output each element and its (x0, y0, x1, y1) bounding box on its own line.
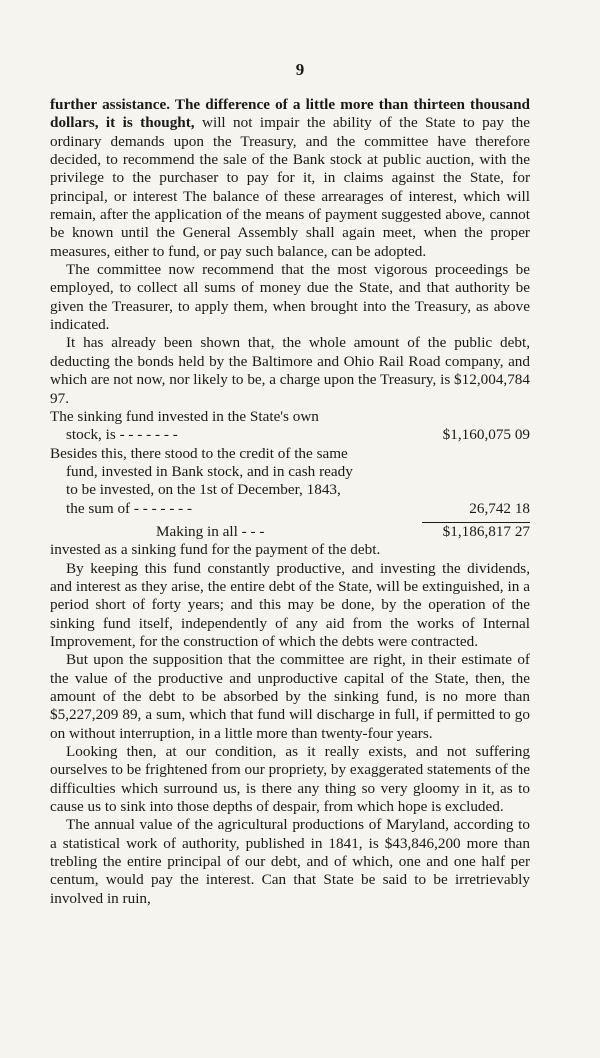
sinking-fund-ledger (50, 408, 530, 541)
paragraph-5: By keeping this fund constantly productive, and investing the dividends, and interest as they arise, the entire debt of the State, will be extinguished, in a period short of forty years; and this may be done, by the operation of the sinking fund itself, independently of any aid from the works of Internal Improvement, for the construction of which the debts were contracted. (50, 559, 530, 650)
ledger-row-1 (50, 426, 530, 444)
paragraph-7: Looking then, at our condition, as it really exists, and not suffering ourselves to be frightened from our propriety, by exaggerated statements of the difficulties which surround us, is there any thing so very gloomy in it, as to cause us to sink into those depths of despair, from which hope is excluded. (50, 743, 530, 816)
ledger-row-2 (50, 500, 530, 518)
paragraph-3: It has already been shown that, the whole amount of the public debt, deducting the bonds held by the Baltimore and Ohio Rail Road company, and which are not now, nor likely to be, a charge upon the Treasury, is $12,004,784 97. (50, 334, 530, 407)
page-number: 9 (295, 60, 305, 79)
ledger-line-2c: to be invested, on the 1st of December, 1843, (66, 481, 341, 499)
ledger-line-2b: fund, invested in Bank stock, and in cash ready (66, 462, 353, 480)
ledger-total-amount: $1,186,817 27 (442, 522, 530, 540)
ledger-line-1a: The sinking fund invested in the State's own (50, 407, 319, 425)
paragraph-6: But upon the supposition that the committee are right, in their estimate of the value of the productive and unproductive capital of the State, then, the amount of the debt to be absorbed by the sinking fund, is no more than $5,227,209 89, a sum, which that fund will discharge in full, if permitted to go on without interruption, in a little more than twenty-four years. (50, 651, 530, 742)
ledger-total-row (50, 523, 530, 541)
ledger-line-2a: Besides this, there stood to the credit of the same (50, 444, 348, 462)
paragraph-1-lead: further assistance. The difference of a little more than thirteen thousand dollars, it is thought, (50, 96, 530, 132)
ledger-amount-1: $1,160,075 09 (442, 426, 530, 444)
paragraph-8: The annual value of the agricultural productions of Maryland, according to a statistical work of authority, published in 1841, is $43,846,200 more than trebling the entire principal of our debt, and of which, one and one half per centum, would pay the interest. Can that State be said to be irretrievably involved in ruin, (50, 816, 530, 907)
ledger-line-1b: stock, is - - - - - - - (66, 426, 178, 444)
paragraph-1-rest: will not impair the ability of the State to pay the ordinary demands upon the Treasury, and the committee have therefore decided, to recommend the sale of the Bank stock at public auction, with the privilege to the purchaser to pay for it, in claims against the State, for principal, or interest The balance of these arrearages of interest, which will remain, after the application of the means of payment suggested above, cannot be known until the General Assembly shall again meet, when the proper measures, either to fund, or pay such balance, can be adopted. (50, 114, 530, 260)
paragraph-1 (50, 96, 530, 261)
ledger-line-2d: the sum of - - - - - - - (66, 499, 193, 517)
paragraph-2: The committee now recommend that the most vigorous proceedings be employed, to collect all sums of money due the State, and that authority be given the Treasurer, to apply them, when brought into the Treasury, as above indicated. (50, 261, 530, 334)
ledger-amount-2: 26,742 18 (469, 499, 530, 517)
paragraph-4: invested as a sinking fund for the payment of the debt. (50, 541, 381, 559)
body-text (50, 96, 530, 908)
ledger-total-label: Making in all - - - (156, 522, 265, 540)
